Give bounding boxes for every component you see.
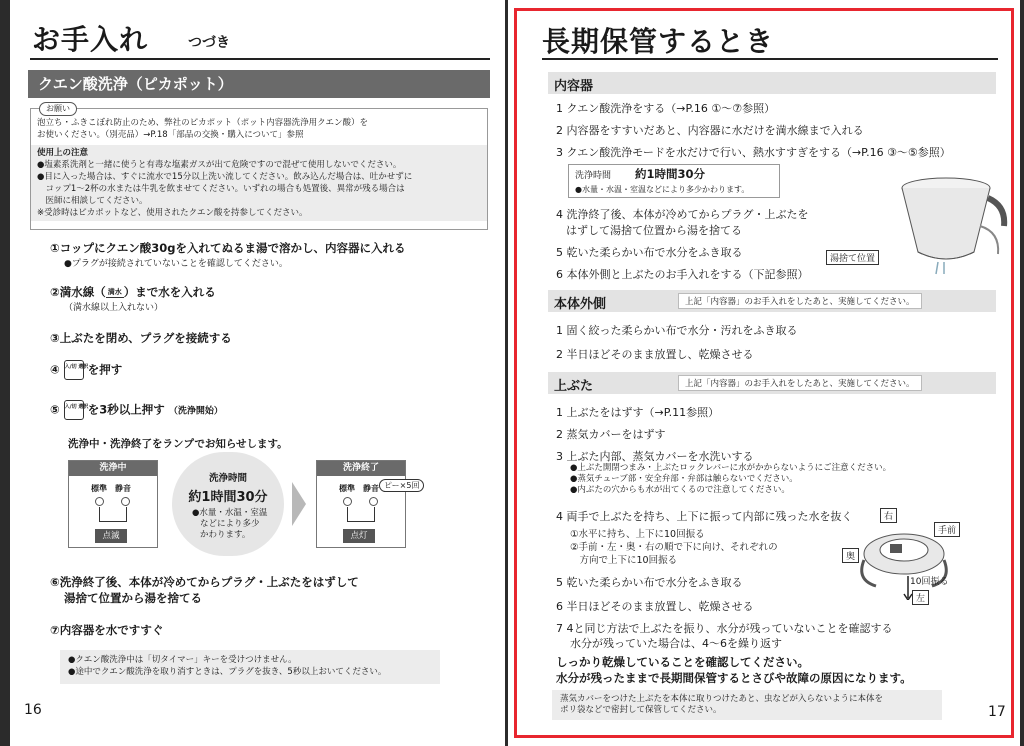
step-5-num: ⑤ (50, 402, 60, 417)
page-right (508, 0, 1020, 746)
page-number: 17 (988, 704, 1006, 720)
lamp-panel-washing (68, 460, 158, 548)
onegai-box (30, 104, 488, 230)
step-1-note: ●プラグが接続されていないことを確認してください。 (64, 259, 288, 269)
power-select-key-icon: 入/切 選択 (64, 400, 84, 420)
section-title: 上ぶた (554, 379, 594, 394)
bottom-note: ●途中でクエン酸洗浄を取り消すときは、プラグを抜き、5秒以上おいてください。 (68, 667, 387, 677)
caution-line: ※受診時はピカポットなど、使用されたクエン酸を持参してください。 (37, 208, 308, 218)
lid-step-4-sub: 方向で上下に10回振る (570, 555, 678, 566)
caution-line: ●塩素系洗剤と一緒に使うと有毒な塩素ガスが出て危険ですので混ぜて使用しないでください。 (37, 160, 402, 170)
lid-step-7: 7 4と同じ方法で上ぶたを振り、水分が残っていないことを確認する (556, 622, 893, 635)
arrow-right-icon (292, 482, 306, 526)
shake-label: 10回振る (910, 577, 949, 587)
time-value: 約1時間30分 (188, 490, 268, 505)
inner-step-4: 4 洗浄終了後、本体が冷めてからプラグ・上ぶたを (556, 208, 809, 221)
full-line-mark: 満水 (107, 288, 122, 296)
step-2 (50, 284, 216, 300)
lamp-quiet-icon (121, 497, 130, 506)
bottom-note: 蒸気カバーをつけた上ぶたを本体に取りつけたあと、虫などが入らないように本体を (560, 694, 884, 704)
step-6-cont: 湯捨て位置から湯を捨てる (64, 591, 202, 605)
step-4-num: ④ (50, 362, 60, 377)
lid-step-3-note: ●内ぶたの穴からも水が出てくるので注意してください。 (570, 485, 790, 495)
lamp-quiet-icon (369, 497, 378, 506)
dir-right-label: 右 (880, 508, 897, 523)
section-inner-container (548, 72, 996, 94)
lid-step-4: 4 両手で上ぶたを持ち、上下に振って内部に残った水を抜く (556, 510, 853, 523)
outer-step-2: 2 半日ほどそのまま放置し、乾燥させる (556, 348, 754, 361)
time-label: 洗浄時間 (575, 171, 612, 181)
lamp-intro: 洗浄中・洗浄終了をランプでお知らせします。 (68, 438, 288, 450)
inner-step-5: 5 乾いた柔らかい布で水分をふき取る (556, 246, 743, 259)
section-outer-body (548, 290, 996, 312)
time-note: ●水量・水温・室温などにより多少かわります。 (575, 185, 750, 194)
onegai-line: 泡立ち・ふきこぼれ防止のため、弊社のピカポット（ポット内容器洗浄用クエン酸）を (37, 118, 368, 128)
beep-bubble: ピー×5回 (379, 479, 424, 492)
lid-step-3: 3 上ぶた内部、蒸気カバーを水洗いする (556, 450, 754, 463)
dir-left-label: 左 (912, 590, 929, 605)
dir-back-label: 奥 (842, 548, 859, 563)
lid-step-4-sub: ②手前・左・奥・右の順で下に向け、それぞれの (570, 542, 778, 553)
section-title: 内容器 (554, 79, 594, 94)
lid-step-6: 6 半日ほどそのまま放置し、乾燥させる (556, 600, 754, 613)
outer-step-1: 1 固く絞った柔らかい布で水分・汚れをふき取る (556, 324, 798, 337)
closing-line-2: 水分が残ったままで長期間保管するとさびや故障の原因になります。 (556, 671, 912, 685)
wash-time-box (568, 164, 780, 198)
page-title: お手入れ (32, 23, 149, 56)
bottom-note: ●クエン酸洗浄中は「切タイマー」キーを受けつけません。 (68, 655, 297, 665)
pot-pour-illustration (888, 166, 1008, 276)
lamp-panel-finished (316, 460, 420, 548)
page-title: 長期保管するとき (542, 25, 775, 58)
bottom-note: ポリ袋などで密封して保管してください。 (560, 705, 722, 715)
caution-title: 使用上の注意 (37, 148, 89, 158)
title-rule (542, 58, 998, 60)
section-note: 上記「内容器」のお手入れをしたあと、実施してください。 (678, 375, 922, 391)
step-5-small: （洗浄開始） (168, 406, 223, 417)
time-bubble (172, 452, 284, 556)
lid-step-7-cont: 水分が残っていた場合は、4～6を繰り返す (570, 637, 782, 650)
lamp-standard-icon (343, 497, 352, 506)
inner-step-3: 3 クエン酸洗浄モードを水だけで行い、熱水すすぎをする（→P.16 ③～⑤参照） (556, 146, 951, 159)
page-number: 16 (24, 702, 42, 718)
section-title: 本体外側 (554, 297, 607, 312)
lid-step-5: 5 乾いた柔らかい布で水分をふき取る (556, 576, 743, 589)
step-6: ⑥洗浄終了後、本体が冷めてからプラグ・上ぶたをはずして (50, 575, 359, 589)
page-left (10, 0, 505, 746)
onegai-label: お願い (39, 102, 77, 116)
step-2-text: ）まで水を入れる (123, 285, 216, 299)
onegai-line: お使いください。（別売品）→P.18「部品の交換・購入について」参照 (37, 130, 304, 140)
inner-step-2: 2 内容器をすすいだあと、内容器に水だけを満水線まで入れる (556, 124, 864, 137)
inner-step-6: 6 本体外側と上ぶたのお手入れをする（下記参照） (556, 268, 809, 281)
lid-step-2: 2 蒸気カバーをはずす (556, 428, 666, 441)
lamp-label-quiet: 静音 (363, 484, 379, 493)
lid-step-3-note: ●上ぶた開閉つまみ・上ぶたロックレバーに水がかからないようにご注意ください。 (570, 463, 892, 473)
closing-line-1: しっかり乾燥していることを確認してください。 (556, 655, 809, 669)
dir-front-label: 手前 (934, 522, 960, 537)
caution-line: コップ1～2杯の水または牛乳を飲ませてください。いずれの場合も処置後、異常が残る場合は (37, 184, 405, 194)
step-5-text: を3秒以上押す (87, 402, 165, 417)
inner-step-1: 1 クエン酸洗浄をする（→P.16 ①～⑦参照） (556, 102, 776, 115)
panel-head: 洗浄終了 (317, 461, 405, 476)
step-1: ①コップにクエン酸30gを入れてぬるま湯で溶かし、内容器に入れる (50, 241, 406, 255)
step-7: ⑦内容器を水ですすぐ (50, 623, 164, 637)
lamp-label-standard: 標準 (91, 484, 107, 493)
bottom-note-box (60, 650, 440, 684)
lamp-connector (99, 507, 127, 522)
title-rule (30, 58, 490, 60)
panel-head: 洗浄中 (69, 461, 157, 476)
step-2-note: （満水線以上入れない） (64, 303, 164, 313)
lid-step-4-sub: ①水平に持ち、上下に10回振る (570, 529, 705, 540)
lamp-label-quiet: 静音 (115, 484, 131, 493)
lamp-tag-blink: 点滅 (95, 529, 127, 543)
bottom-note-box (552, 690, 942, 720)
pour-position-label: 湯捨て位置 (826, 250, 879, 265)
lamp-standard-icon (95, 497, 104, 506)
time-note: などにより多少 (200, 519, 260, 529)
step-4 (50, 360, 122, 380)
section-lid (548, 372, 996, 394)
step-5 (50, 400, 223, 420)
lid-step-3-note: ●蒸気チューブ部・安全弁部・弁部は触らないでください。 (570, 474, 798, 484)
inner-step-4-cont: はずして湯捨て位置から湯を捨てる (566, 224, 742, 237)
lamp-tag-on: 点灯 (343, 529, 375, 543)
power-select-key-icon: 入/切 選択 (64, 360, 84, 380)
page-title-sub: つづき (188, 35, 230, 51)
lamp-label-standard: 標準 (339, 484, 355, 493)
time-note: ●水量・水温・室温 (192, 508, 268, 518)
caution-line: ●目に入った場合は、すぐに流水で15分以上洗い流してください。飲み込んだ場合は、吐かせずに (37, 172, 413, 182)
time-label: 洗浄時間 (208, 473, 247, 484)
caution-line: 医師に相談してください。 (37, 196, 148, 206)
lamp-connector (347, 507, 375, 522)
step-2-text: ②満水線（ (50, 285, 106, 299)
step-4-text: を押す (87, 362, 123, 377)
time-note: かわります。 (200, 530, 251, 540)
lid-step-1: 1 上ぶたをはずす（→P.11参照） (556, 406, 720, 419)
section-note: 上記「内容器」のお手入れをしたあと、実施してください。 (678, 293, 922, 309)
step-3: ③上ぶたを閉め、プラグを接続する (50, 331, 232, 345)
section-header: クエン酸洗浄（ピカポット） (28, 70, 490, 98)
time-value: 約1時間30分 (635, 167, 706, 181)
